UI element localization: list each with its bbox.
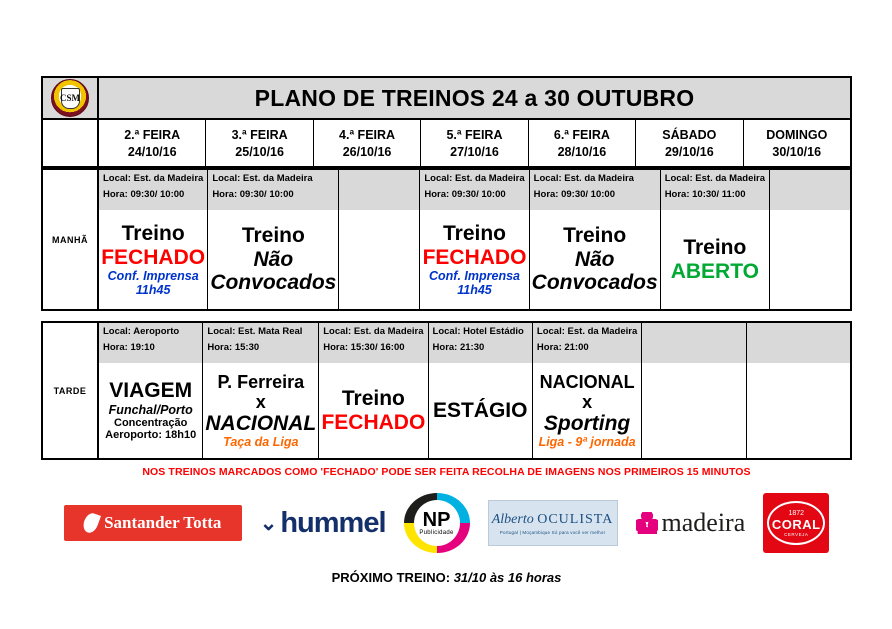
sponsor-coral-label: CORAL: [771, 516, 821, 532]
afternoon-text-3-0: ESTÁGIO: [432, 398, 528, 422]
sponsor-bar: [41, 492, 852, 554]
session-morning: [41, 168, 852, 311]
day-date-2: 26/10/16: [342, 144, 392, 159]
morning-meta-2: [339, 170, 419, 210]
morning-text-3-2: Conf. Imprensa: [429, 269, 520, 284]
day-date-0: 24/10/16: [127, 144, 177, 159]
morning-meta-0: [99, 170, 207, 210]
morning-body-2: [339, 210, 419, 309]
days-header-spacer: [43, 120, 99, 166]
morning-body-1: [208, 210, 338, 309]
afternoon-meta-6: [747, 323, 850, 363]
afternoon-body-2: [319, 363, 427, 458]
day-date-1: 25/10/16: [235, 144, 284, 159]
morning-cell-6: [770, 170, 850, 309]
session-morning-columns: [99, 170, 850, 309]
afternoon-text-1-2: NACIONAL: [205, 411, 317, 435]
session-label-morning: MANHÃ: [43, 170, 99, 309]
afternoon-local-4: Local: Est. da Madeira: [536, 326, 638, 337]
morning-text-1-1: Não: [253, 247, 294, 271]
afternoon-text-0-2: Concentração: [114, 416, 188, 429]
sponsor-np-label: NP: [422, 509, 451, 531]
afternoon-cell-3: [429, 323, 533, 458]
days-header-row: [41, 120, 852, 168]
afternoon-local-3: Local: Hotel Estádio: [432, 326, 524, 337]
morning-text-3-3: 11h45: [457, 283, 492, 298]
morning-local-3: Local: Est. da Madeira: [424, 173, 525, 184]
sponsor-coral: [763, 493, 829, 553]
morning-meta-4: [530, 170, 660, 210]
morning-meta-6: [770, 170, 850, 210]
day-column-5: [636, 120, 743, 166]
morning-text-0-3: 11h45: [135, 283, 171, 298]
sponsor-alberto-sub: Portugal | Moçambique Só para você ver melhor: [499, 529, 606, 535]
afternoon-body-4: [533, 363, 641, 458]
sponsor-santander-label: Santander Totta: [104, 513, 222, 532]
session-afternoon: [41, 321, 852, 460]
day-name-2: 4.ª FEIRA: [339, 127, 396, 142]
closed-training-note: NOS TREINOS MARCADOS COMO 'FECHADO' PODE SER FEITA RECOLHA DE IMAGENS NOS PRIMEIROS 15 MINUTOS: [142, 466, 751, 478]
day-name-4: 6.ª FEIRA: [553, 127, 610, 142]
day-column-4: [529, 120, 636, 166]
afternoon-meta-0: [99, 323, 202, 363]
morning-text-3-1: FECHADO: [422, 245, 527, 269]
morning-hora-4: Hora: 09:30/ 10:00: [533, 189, 615, 200]
afternoon-local-0: Local: Aeroporto: [103, 326, 180, 337]
day-name-1: 3.ª FEIRA: [231, 127, 288, 142]
day-date-4: 28/10/16: [557, 144, 607, 159]
afternoon-text-0-0: VIAGEM: [109, 379, 193, 403]
sponsor-hummel: [260, 507, 386, 540]
morning-hora-3: Hora: 09:30/ 10:00: [424, 189, 506, 200]
afternoon-text-0-1: Funchal/Porto: [108, 402, 193, 417]
next-training-value: 31/10 às 16 horas: [453, 570, 562, 585]
morning-local-0: Local: Est. da Madeira: [103, 173, 204, 184]
day-column-2: [314, 120, 421, 166]
morning-body-5: [661, 210, 769, 309]
afternoon-cell-1: [203, 323, 319, 458]
day-date-6: 30/10/16: [772, 144, 822, 159]
afternoon-meta-2: [319, 323, 427, 363]
afternoon-text-4-2: Sporting: [543, 411, 631, 435]
next-training-label: PRÓXIMO TREINO:: [331, 570, 451, 585]
club-crest-cell: [43, 78, 99, 118]
afternoon-body-3: [429, 363, 532, 458]
morning-local-5: Local: Est. da Madeira: [664, 173, 765, 184]
afternoon-hora-0: Hora: 19:10: [103, 342, 155, 353]
morning-meta-3: [420, 170, 528, 210]
morning-local-1: Local: Est. da Madeira: [212, 173, 313, 184]
morning-text-0-2: Conf. Imprensa: [107, 269, 199, 284]
club-crest-icon: CSM: [51, 79, 89, 117]
sponsor-madeira-label: madeira: [661, 508, 746, 537]
afternoon-local-2: Local: Est. da Madeira: [323, 326, 424, 337]
morning-text-1-2: Convocados: [210, 271, 337, 295]
day-name-5: SÁBADO: [662, 127, 717, 142]
morning-text-0-0: Treino: [121, 221, 185, 245]
morning-cell-5: [661, 170, 770, 309]
morning-hora-0: Hora: 09:30/ 10:00: [103, 189, 185, 200]
morning-text-5-0: Treino: [683, 235, 747, 259]
sponsor-hummel-label: hummel: [280, 506, 386, 539]
sponsor-coral-top: 1872: [788, 509, 805, 517]
afternoon-cell-2: [319, 323, 428, 458]
afternoon-meta-1: [203, 323, 318, 363]
sponsor-alberto-oculista: [488, 500, 618, 546]
afternoon-text-2-0: Treino: [341, 386, 405, 410]
afternoon-local-1: Local: Est. Mata Real: [207, 326, 303, 337]
morning-body-3: [420, 210, 528, 309]
morning-body-6: [770, 210, 850, 309]
sponsor-coral-sub: CERVEJA: [784, 531, 809, 537]
plan-header: [41, 76, 852, 120]
afternoon-text-1-1: x: [255, 391, 266, 412]
afternoon-body-6: [747, 363, 850, 458]
training-plan-sheet: [41, 76, 852, 585]
morning-cell-2: [339, 170, 420, 309]
morning-cell-4: [530, 170, 661, 309]
afternoon-text-1-0: P. Ferreira: [217, 371, 305, 392]
afternoon-cell-0: [99, 323, 203, 458]
morning-text-3-0: Treino: [442, 221, 506, 245]
afternoon-hora-4: Hora: 21:00: [536, 342, 589, 353]
sponsor-madeira: [636, 508, 746, 538]
morning-body-0: [99, 210, 207, 309]
morning-body-4: [530, 210, 660, 309]
morning-meta-1: [208, 170, 338, 210]
day-name-6: DOMINGO: [766, 127, 828, 142]
afternoon-hora-2: Hora: 15:30/ 16:00: [323, 342, 405, 353]
sponsor-alberto-label: Alberto: [491, 511, 534, 527]
afternoon-cell-4: [533, 323, 642, 458]
day-name-3: 5.ª FEIRA: [446, 127, 503, 142]
sponsor-alberto-label2: OCULISTA: [537, 511, 614, 527]
sponsor-santander-totta: [64, 505, 242, 541]
flame-icon: [81, 511, 101, 535]
afternoon-cell-6: [747, 323, 850, 458]
afternoon-text-2-1: FECHADO: [321, 410, 426, 434]
session-label-afternoon: TARDE: [43, 323, 99, 458]
morning-text-5-1: ABERTO: [670, 259, 759, 283]
afternoon-text-1-3: Taça da Liga: [223, 435, 299, 450]
morning-local-4: Local: Est. da Madeira: [533, 173, 634, 184]
day-date-3: 27/10/16: [450, 144, 499, 159]
afternoon-hora-3: Hora: 21:30: [432, 342, 485, 353]
afternoon-body-0: [99, 363, 202, 458]
afternoon-text-4-3: Liga - 9ª jornada: [538, 435, 636, 450]
afternoon-hora-1: Hora: 15:30: [207, 342, 260, 353]
day-column-3: [421, 120, 528, 166]
morning-text-4-1: Não: [574, 247, 615, 271]
afternoon-body-1: [203, 363, 318, 458]
afternoon-text-0-3: Aeroporto: 18h10: [105, 429, 197, 442]
morning-cell-1: [208, 170, 339, 309]
sponsor-np-sub: Publicidade: [419, 530, 454, 536]
morning-hora-5: Hora: 10:30/ 11:00: [664, 189, 746, 200]
session-afternoon-columns: [99, 323, 850, 458]
morning-cell-0: [99, 170, 208, 309]
page-title: PLANO DE TREINOS 24 a 30 OUTUBRO: [254, 84, 695, 111]
next-training: [41, 570, 852, 585]
session-divider: [41, 311, 852, 321]
morning-text-4-0: Treino: [563, 224, 627, 248]
morning-cell-3: [420, 170, 529, 309]
afternoon-body-5: [642, 363, 745, 458]
afternoon-meta-5: [642, 323, 745, 363]
afternoon-text-4-1: x: [582, 391, 593, 412]
day-column-0: [99, 120, 206, 166]
flower-icon: [636, 512, 658, 534]
sponsor-np-publicidade: [404, 493, 470, 553]
day-column-1: [206, 120, 313, 166]
chevron-down-icon: ⌄: [259, 511, 277, 535]
afternoon-meta-3: [429, 323, 532, 363]
morning-meta-5: [661, 170, 769, 210]
day-column-6: [744, 120, 850, 166]
afternoon-cell-5: [642, 323, 746, 458]
morning-text-0-1: FECHADO: [101, 245, 206, 269]
afternoon-text-4-0: NACIONAL: [539, 371, 635, 392]
afternoon-meta-4: [533, 323, 641, 363]
morning-hora-1: Hora: 09:30/ 10:00: [212, 189, 294, 200]
day-name-0: 2.ª FEIRA: [124, 127, 181, 142]
morning-text-4-2: Convocados: [531, 271, 658, 295]
morning-text-1-0: Treino: [241, 224, 305, 248]
day-date-5: 29/10/16: [664, 144, 714, 159]
